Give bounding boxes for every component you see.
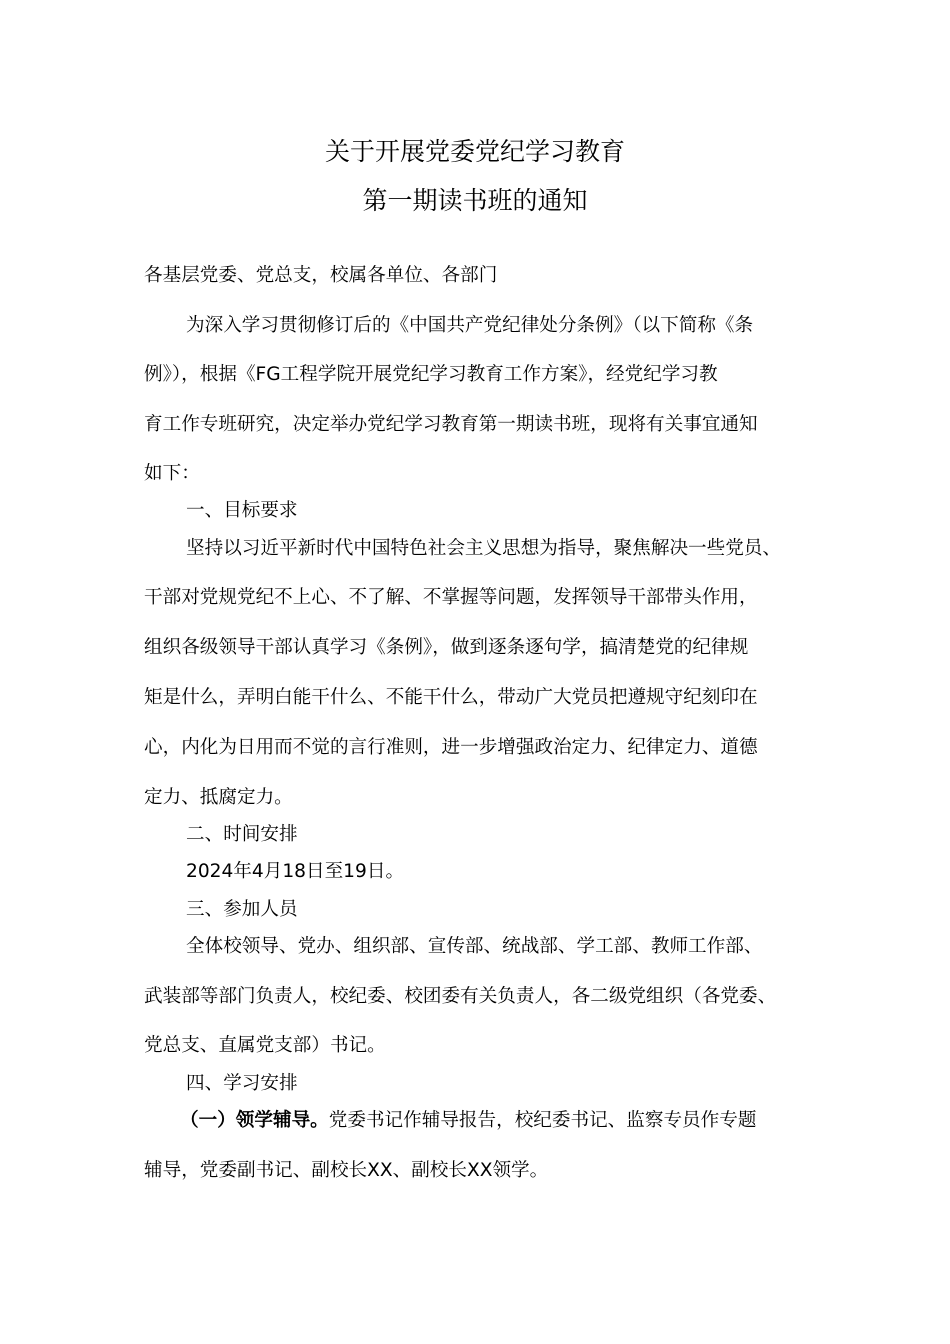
section4-heading: 四、学习安排 <box>186 1073 298 1094</box>
section1-line-1: 坚持以习近平新时代中国特色社会主义思想为指导，聚焦解决一些党员、 <box>186 538 782 559</box>
addressee: 各基层党委、党总支，校属各单位、各部门 <box>144 265 498 286</box>
intro-line-4: 如下： <box>144 463 200 484</box>
section3-line-3: 党总支、直属党支部）书记。 <box>144 1035 386 1056</box>
section4-item1 <box>180 1108 756 1134</box>
intro-line-2: 例》），根据《FG工程学院开展党纪学习教育工作方案》，经党纪学习教 <box>144 364 718 385</box>
section4-item1-continuation: 辅导，党委副书记、副校长XX、副校长XX领学。 <box>144 1160 549 1181</box>
section4-item1-text: 党委书记作辅导报告，校纪委书记、监察专员作专题 <box>328 1110 757 1131</box>
section3-line-2: 武装部等部门负责人，校纪委、校团委有关负责人，各二级党组织（各党委、 <box>144 986 777 1007</box>
section1-line-3: 组织各级领导干部认真学习《条例》，做到逐条逐句学，搞清楚党的纪律规 <box>144 637 749 658</box>
section1-line-6: 定力、抵腐定力。 <box>144 787 293 808</box>
document-title-line1: 关于开展党委党纪学习教育 <box>324 137 625 166</box>
section1-line-5: 心，内化为日用而不觉的言行准则，进一步增强政治定力、纪律定力、道德 <box>144 737 758 758</box>
section2-body: 2024年4月18日至19日。 <box>186 861 405 882</box>
section1-line-2: 干部对党规党纪不上心、不了解、不掌握等问题，发挥领导干部带头作用， <box>144 587 758 608</box>
intro-line-1: 为深入学习贯彻修订后的《中国共产党纪律处分条例》（以下简称《条 <box>186 315 754 336</box>
section3-heading: 三、参加人员 <box>186 899 298 920</box>
section3-line-1: 全体校领导、党办、组织部、宣传部、统战部、学工部、教师工作部、 <box>186 936 763 957</box>
section1-line-4: 矩是什么，弄明白能干什么、不能干什么，带动广大党员把遵规守纪刻印在 <box>144 687 758 708</box>
section1-heading: 一、目标要求 <box>186 500 298 521</box>
intro-line-3: 育工作专班研究，决定举办党纪学习教育第一期读书班，现将有关事宜通知 <box>144 414 758 435</box>
document-title-line2: 第一期读书班的通知 <box>362 186 588 215</box>
section2-heading: 二、时间安排 <box>186 824 298 845</box>
section4-item1-label: （一）领学辅导。 <box>180 1110 329 1131</box>
